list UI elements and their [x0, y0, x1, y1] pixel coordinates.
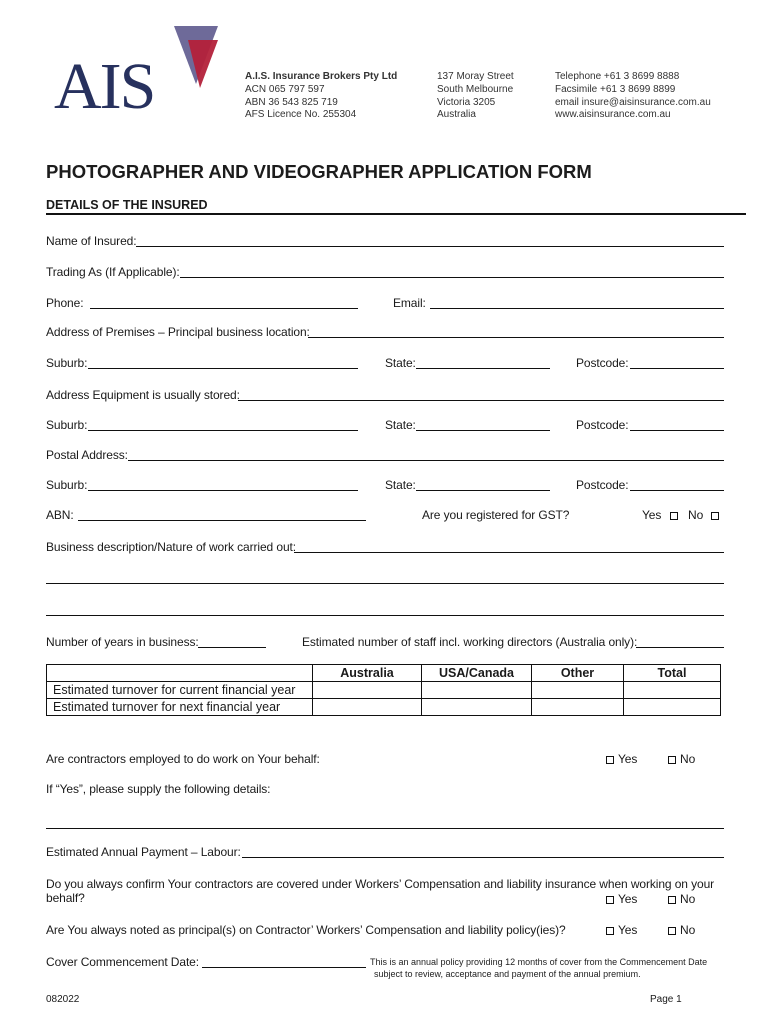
- cell-input[interactable]: [532, 682, 624, 699]
- state-label: State:: [385, 356, 416, 370]
- if-yes-label: If “Yes”, please supply the following details:: [46, 782, 271, 796]
- cover-note-line2: subject to review, acceptance and payment of the annual premium.: [374, 969, 641, 979]
- trading-as-label: Trading As (If Applicable):: [46, 265, 180, 279]
- phone-input[interactable]: [90, 308, 358, 309]
- principal-yes-option[interactable]: [606, 923, 637, 937]
- company-acn: ACN 065 797 597: [245, 83, 325, 95]
- cover-note: [370, 956, 707, 980]
- col-usa-canada: USA/Canada: [422, 665, 532, 682]
- address-line: 137 Moray Street: [437, 71, 514, 82]
- state-label: State:: [385, 418, 416, 432]
- phone-label: Phone:: [46, 296, 84, 310]
- table-row: [47, 682, 721, 699]
- col-total: Total: [624, 665, 721, 682]
- table-header-row: [47, 665, 721, 682]
- address-line: South Melbourne: [437, 83, 514, 95]
- years-business-label: Number of years in business:: [46, 635, 199, 649]
- address-equipment-label: Address Equipment is usually stored:: [46, 388, 240, 402]
- cover-date-label: Cover Commencement Date:: [46, 955, 199, 969]
- gst-no-checkbox[interactable]: [711, 512, 719, 520]
- address-line: Victoria 3205: [437, 96, 496, 108]
- contractors-yes-option[interactable]: [606, 752, 637, 766]
- email-label: Email:: [393, 296, 426, 310]
- gst-no-label: No: [688, 508, 704, 522]
- address-premises-input[interactable]: [308, 337, 724, 338]
- annual-payment-input[interactable]: [242, 857, 724, 858]
- row-next-year: Estimated turnover for next financial year: [47, 699, 313, 716]
- address-line: Australia: [437, 109, 476, 121]
- postal-address-label: Postal Address:: [46, 448, 128, 462]
- state-label: State:: [385, 478, 416, 492]
- suburb-label: Suburb:: [46, 478, 88, 492]
- form-title: PHOTOGRAPHER AND VIDEOGRAPHER APPLICATION FORM: [46, 161, 592, 182]
- trading-as-input[interactable]: [180, 277, 724, 278]
- confirm-no-option[interactable]: [668, 892, 695, 906]
- company-address: [437, 71, 514, 122]
- cover-date-input[interactable]: [202, 967, 366, 968]
- cell-input[interactable]: [532, 699, 624, 716]
- facsimile: Facsimile +61 3 8699 8899: [555, 83, 676, 95]
- contractor-details-input[interactable]: [46, 828, 724, 829]
- section-heading: DETAILS OF THE INSURED: [46, 198, 208, 212]
- gst-question: Are you registered for GST?: [422, 508, 570, 522]
- abn-input[interactable]: [78, 520, 366, 521]
- suburb-input[interactable]: [88, 368, 358, 369]
- postcode-input[interactable]: [630, 368, 724, 369]
- company-contact: [555, 71, 711, 122]
- yes-label: Yes: [618, 923, 638, 937]
- confirm-yes-option[interactable]: [606, 892, 637, 906]
- business-desc-label: Business description/Nature of work carried out:: [46, 540, 296, 554]
- postcode-input[interactable]: [630, 430, 724, 431]
- company-abn: ABN 36 543 825 719: [245, 96, 338, 108]
- yes-label: Yes: [618, 752, 638, 766]
- gst-no-option[interactable]: [688, 508, 719, 522]
- table-corner-cell: [47, 665, 313, 682]
- cell-input[interactable]: [624, 699, 721, 716]
- cell-input[interactable]: [422, 699, 532, 716]
- contractors-yes-checkbox[interactable]: [606, 756, 614, 764]
- staff-label: Estimated number of staff incl. working directors (Australia only):: [302, 635, 638, 649]
- annual-payment-label: Estimated Annual Payment – Labour:: [46, 845, 241, 859]
- col-australia: Australia: [313, 665, 422, 682]
- address-premises-label: Address of Premises – Principal business location:: [46, 325, 310, 339]
- gst-yes-label: Yes: [642, 508, 662, 522]
- contractors-question: Are contractors employed to do work on Your behalf:: [46, 752, 320, 766]
- years-business-input[interactable]: [198, 647, 266, 648]
- confirm-question-line1: Do you always confirm Your contractors are covered under Workers’ Compensation and liability insurance when working on your: [46, 877, 715, 891]
- company-afs: AFS Licence No. 255304: [245, 109, 357, 121]
- form-code: 082022: [46, 994, 80, 1005]
- no-label: No: [680, 892, 696, 906]
- cell-input[interactable]: [313, 682, 422, 699]
- no-label: No: [680, 752, 696, 766]
- yes-label: Yes: [618, 892, 638, 906]
- turnover-table: [46, 664, 721, 716]
- confirm-yes-checkbox[interactable]: [606, 896, 614, 904]
- postcode-label: Postcode:: [576, 356, 629, 370]
- company-name: A.I.S. Insurance Brokers Pty Ltd: [245, 71, 398, 82]
- section-rule: [46, 213, 746, 215]
- email-contact: email insure@aisinsurance.com.au: [555, 96, 711, 108]
- suburb-label: Suburb:: [46, 356, 88, 370]
- cell-input[interactable]: [624, 682, 721, 699]
- table-row: [47, 699, 721, 716]
- suburb-input[interactable]: [88, 490, 358, 491]
- postal-address-input[interactable]: [128, 460, 724, 461]
- name-insured-input[interactable]: [136, 246, 724, 247]
- row-current-year: Estimated turnover for current financial year: [47, 682, 313, 699]
- confirm-question-line2: behalf?: [46, 891, 85, 905]
- business-desc-input-line3[interactable]: [46, 615, 724, 616]
- principal-yes-checkbox[interactable]: [606, 927, 614, 935]
- cell-input[interactable]: [313, 699, 422, 716]
- website: www.aisinsurance.com.au: [555, 109, 671, 121]
- gst-yes-checkbox[interactable]: [670, 512, 678, 520]
- name-insured-label: Name of Insured:: [46, 234, 137, 248]
- state-input[interactable]: [416, 490, 550, 491]
- company-details: [245, 71, 397, 122]
- suburb-input[interactable]: [88, 430, 358, 431]
- confirm-no-checkbox[interactable]: [668, 896, 676, 904]
- state-input[interactable]: [416, 368, 550, 369]
- postcode-label: Postcode:: [576, 418, 629, 432]
- principal-no-option[interactable]: [668, 923, 695, 937]
- email-input[interactable]: [430, 308, 724, 309]
- no-label: No: [680, 923, 696, 937]
- cell-input[interactable]: [422, 682, 532, 699]
- cover-note-line1: This is an annual policy providing 12 months of cover from the Commencement Date: [370, 957, 708, 967]
- suburb-label: Suburb:: [46, 418, 88, 432]
- abn-label: ABN:: [46, 508, 74, 522]
- business-desc-input[interactable]: [294, 552, 724, 553]
- principal-no-checkbox[interactable]: [668, 927, 676, 935]
- staff-input[interactable]: [636, 647, 724, 648]
- address-equipment-input[interactable]: [238, 400, 724, 401]
- logo-text: AIS: [54, 50, 155, 123]
- state-input[interactable]: [416, 430, 550, 431]
- contractors-no-checkbox[interactable]: [668, 756, 676, 764]
- col-other: Other: [532, 665, 624, 682]
- business-desc-input-line2[interactable]: [46, 583, 724, 584]
- noted-principal-question: Are You always noted as principal(s) on Contractor’ Workers’ Compensation and liability policy(ies)?: [46, 923, 566, 937]
- telephone: Telephone +61 3 8699 8888: [555, 71, 680, 82]
- postcode-label: Postcode:: [576, 478, 629, 492]
- postcode-input[interactable]: [630, 490, 724, 491]
- contractors-no-option[interactable]: [668, 752, 695, 766]
- page-number: Page 1: [650, 994, 682, 1005]
- gst-yes-option[interactable]: [642, 508, 678, 522]
